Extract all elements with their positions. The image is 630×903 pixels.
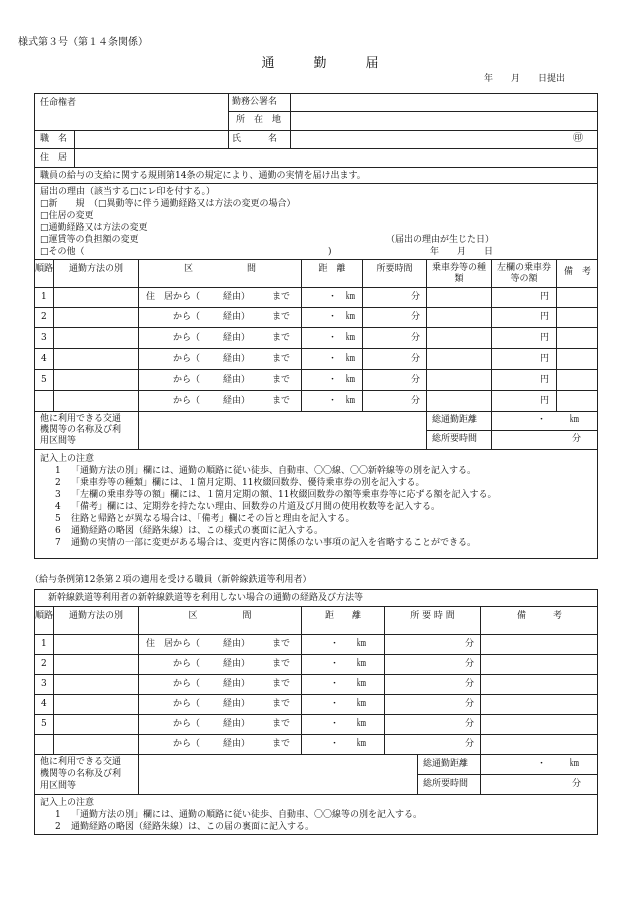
row-from: から（	[173, 333, 201, 343]
row-via: 経由）	[223, 396, 251, 406]
note-number: 4	[55, 502, 61, 512]
reason-date-fields[interactable]: 年 月 日	[430, 247, 494, 257]
col-remarks: 備 考	[516, 611, 562, 621]
post-input[interactable]	[76, 131, 226, 147]
col-section: 区 間	[188, 611, 252, 621]
total-time-unit: 分	[572, 434, 582, 444]
page-title: 通 勤 届	[261, 56, 379, 71]
row-to: まで	[272, 699, 291, 709]
row-min: 分	[411, 333, 421, 343]
appointer-label: 任命権者	[40, 98, 77, 108]
row-to: まで	[272, 333, 291, 343]
row-via: 経由）	[223, 659, 251, 669]
name-label: 氏 名	[232, 134, 278, 144]
row-number: 4	[41, 699, 47, 709]
reason-other-checkbox[interactable]: □その他（	[40, 247, 85, 257]
row-dot: ・	[328, 333, 338, 343]
col-section: 区 間	[183, 264, 256, 274]
row-dot: ・	[328, 375, 338, 385]
note-number: 3	[55, 490, 61, 500]
row-number: 1	[41, 639, 47, 649]
row-via: 経由）	[223, 699, 251, 709]
row-from: から（	[173, 679, 201, 689]
address-input[interactable]	[76, 149, 596, 166]
row-yen: 円	[540, 333, 550, 343]
col-distance: 距 離	[318, 264, 346, 274]
other-transport-label: 用区間等	[40, 781, 77, 791]
row-min: 分	[465, 639, 475, 649]
row-via: 経由）	[223, 292, 251, 302]
row-yen: 円	[540, 312, 550, 322]
total-distance-label: 総通勤距離	[432, 415, 478, 425]
total-distance-unit: ㎞	[570, 759, 580, 769]
row-via: 経由）	[223, 739, 251, 749]
other-transport-label: 機関等の名称及び利	[40, 425, 122, 435]
row-via: 経由）	[223, 333, 251, 343]
reason-route-change-checkbox[interactable]: □通勤経路又は方法の変更	[40, 223, 148, 233]
row-dot: ・	[328, 292, 338, 302]
form-number: 様式第３号（第１４条関係）	[18, 37, 148, 48]
row-number: 1	[41, 292, 47, 302]
row-km: ㎞	[357, 639, 367, 649]
row-to: まで	[272, 292, 291, 302]
shinkansen-subtitle: 新幹線鉄道等利用者の新幹線鉄道等を利用しない場合の通勤の経路及び方法等	[48, 593, 364, 603]
row-min: 分	[465, 699, 475, 709]
row-from: から（	[173, 375, 201, 385]
other-transport-label: 他に利用できる交通	[40, 757, 122, 767]
total-distance-dot: ・	[537, 415, 547, 425]
reason-date-label: （届出の理由が生じた日）	[386, 235, 495, 245]
row-to: まで	[272, 679, 291, 689]
other-transport-label: 用区間等	[40, 436, 77, 446]
row-min: 分	[411, 292, 421, 302]
row-km: ㎞	[346, 292, 356, 302]
row-km: ㎞	[346, 312, 356, 322]
office-name-label: 勤務公署名	[232, 97, 278, 107]
row-dot: ・	[330, 679, 340, 689]
row-yen: 円	[540, 375, 550, 385]
row-yen: 円	[540, 292, 550, 302]
row-via: 経由）	[223, 312, 251, 322]
col-remarks: 備 考	[563, 267, 591, 277]
shinkansen-heading: （給与条例第12条第２項の適用を受ける職員（新幹線鉄道等利用者）	[30, 575, 312, 585]
row-number: 2	[41, 312, 47, 322]
col-ticket-type: 乗車券等の種類	[432, 263, 487, 284]
reason-other-close: )	[328, 247, 332, 257]
row-number: 3	[41, 679, 47, 689]
note-text: 「左欄の乗車券等の額」欄には、１箇月定期の額、11枚綴回数券の額等乗車券等に応ずる額を記入する。	[71, 490, 497, 500]
row-from: から（	[173, 739, 201, 749]
row-dot: ・	[330, 659, 340, 669]
row-km: ㎞	[357, 679, 367, 689]
shinkansen-form	[34, 589, 598, 835]
row-dot: ・	[328, 396, 338, 406]
note-number: 1	[55, 466, 61, 476]
note-text: 「乗車券等の種類」欄には、１箇月定期、11枚綴回数券、優待乗車券の別を記入する。	[71, 478, 425, 488]
col-time: 所要時間	[376, 264, 413, 274]
reason-new-checkbox[interactable]: □新 規 （□異動等に伴う通勤経路又は方法の変更の場合）	[40, 199, 296, 209]
note-number: 7	[55, 538, 61, 548]
total-distance-dot: ・	[537, 759, 547, 769]
row-km: ㎞	[357, 699, 367, 709]
row-to: まで	[272, 354, 291, 364]
row-min: 分	[465, 679, 475, 689]
notes-heading: 記入上の注意	[40, 798, 95, 808]
row-dot: ・	[330, 639, 340, 649]
row-to: まで	[272, 659, 291, 669]
total-time-label: 総所要時間	[432, 434, 478, 444]
row-via: 経由）	[223, 679, 251, 689]
reason-heading: 届出の理由（該当する□にレ印を付する。）	[40, 187, 216, 197]
row-from: 住 居から（	[146, 292, 201, 302]
row-min: 分	[465, 719, 475, 729]
reason-address-change-checkbox[interactable]: □住居の変更	[40, 211, 94, 221]
row-via: 経由）	[223, 639, 251, 649]
note-text: 通勤の実情の一部に変更がある場合は、変更内容に関係のない事項の記入を省略することができる。	[71, 538, 477, 548]
row-number: 5	[41, 375, 47, 385]
note-text: 往路と帰路とが異なる場合は、「備考」欄にその旨と理由を記入する。	[71, 514, 355, 524]
row-dot: ・	[330, 739, 340, 749]
row-from: から（	[173, 719, 201, 729]
row-dot: ・	[330, 699, 340, 709]
location-label: 所 在 地	[236, 115, 282, 125]
other-transport-input[interactable]	[140, 412, 425, 448]
note-number: 1	[55, 810, 61, 820]
note-number: 6	[55, 526, 61, 536]
row-km: ㎞	[346, 396, 356, 406]
note-number: 5	[55, 514, 61, 524]
col-method: 通勤方法の別	[68, 611, 123, 621]
row-km: ㎞	[346, 375, 356, 385]
row-to: まで	[272, 639, 291, 649]
row-number: 5	[41, 719, 47, 729]
row-to: まで	[272, 375, 291, 385]
row-dot: ・	[330, 719, 340, 729]
col-method: 通勤方法の別	[68, 264, 123, 274]
row-yen: 円	[540, 396, 550, 406]
post-label: 職 名	[40, 134, 68, 144]
appointer-input[interactable]	[36, 112, 226, 129]
row-min: 分	[411, 375, 421, 385]
row-min: 分	[411, 396, 421, 406]
row-yen: 円	[540, 354, 550, 364]
name-input[interactable]	[292, 131, 562, 147]
row-dot: ・	[328, 354, 338, 364]
row-dot: ・	[328, 312, 338, 322]
note-text: 通勤経路の略図（経路朱線）は、この様式の裏面に記入する。	[71, 526, 324, 536]
reason-fare-change-checkbox[interactable]: □運賃等の負担額の変更	[40, 235, 139, 245]
row-km: ㎞	[357, 659, 367, 669]
row-via: 経由）	[223, 354, 251, 364]
row-via: 経由）	[223, 719, 251, 729]
row-km: ㎞	[346, 354, 356, 364]
total-distance-label: 総通勤距離	[423, 759, 469, 769]
row-to: まで	[272, 312, 291, 322]
row-min: 分	[465, 739, 475, 749]
row-min: 分	[411, 354, 421, 364]
row-min: 分	[411, 312, 421, 322]
row-from: から（	[173, 312, 201, 322]
total-time-label: 総所要時間	[423, 779, 469, 789]
total-distance-unit: ㎞	[570, 415, 580, 425]
other-transport-label: 他に利用できる交通	[40, 414, 122, 424]
note-text: 通勤経路の略図（経路朱線）は、この届の裏面に記入する。	[71, 822, 315, 832]
note-number: 2	[55, 822, 61, 832]
office-name-input[interactable]	[292, 94, 596, 110]
col-time: 所 要 時 間	[410, 611, 455, 621]
row-km: ㎞	[346, 333, 356, 343]
note-text: 「通勤方法の別」欄には、通勤の順路に従い徒歩、自動車、〇〇線等の別を記入する。	[71, 810, 423, 820]
row-from: から（	[173, 699, 201, 709]
col-ticket-amount: 左欄の乗車券等の額	[496, 263, 551, 284]
row-to: まで	[272, 739, 291, 749]
row-to: まで	[272, 719, 291, 729]
row-min: 分	[465, 659, 475, 669]
total-time-unit: 分	[572, 779, 582, 789]
row-from: から（	[173, 659, 201, 669]
address-label: 住 居	[40, 153, 68, 163]
row-number: 2	[41, 659, 47, 669]
row-from: から（	[173, 354, 201, 364]
row-from: 住 居から（	[146, 639, 201, 649]
note-text: 「通勤方法の別」欄には、通勤の順路に従い徒歩、自動車、〇〇線、〇〇新幹線等の別を記入する。	[71, 466, 477, 476]
note-number: 2	[55, 478, 61, 488]
other-transport-label: 機関等の名称及び利	[40, 769, 122, 779]
row-km: ㎞	[357, 739, 367, 749]
col-distance: 距 離	[324, 611, 361, 621]
row-km: ㎞	[357, 719, 367, 729]
row-number: 4	[41, 354, 47, 364]
row-to: まで	[272, 396, 291, 406]
col-order: 順路	[35, 611, 54, 621]
col-order: 順路	[35, 264, 54, 274]
other-transport-input[interactable]	[140, 755, 416, 793]
declaration-text: 職員の給与の支給に関する規則第14条の規定により、通勤の実情を届け出ます。	[40, 171, 366, 181]
note-text: 「備考」欄には、定期券を持たない理由、回数券の片道及び月間の使用枚数等を記入する。	[71, 502, 441, 512]
row-number: 3	[41, 333, 47, 343]
seal-mark: ㊞	[573, 133, 583, 144]
row-from: から（	[173, 396, 201, 406]
notes-heading: 記入上の注意	[40, 454, 95, 464]
submission-date: 年 月 日提出	[484, 74, 566, 84]
row-via: 経由）	[223, 375, 251, 385]
location-input[interactable]	[292, 112, 596, 129]
